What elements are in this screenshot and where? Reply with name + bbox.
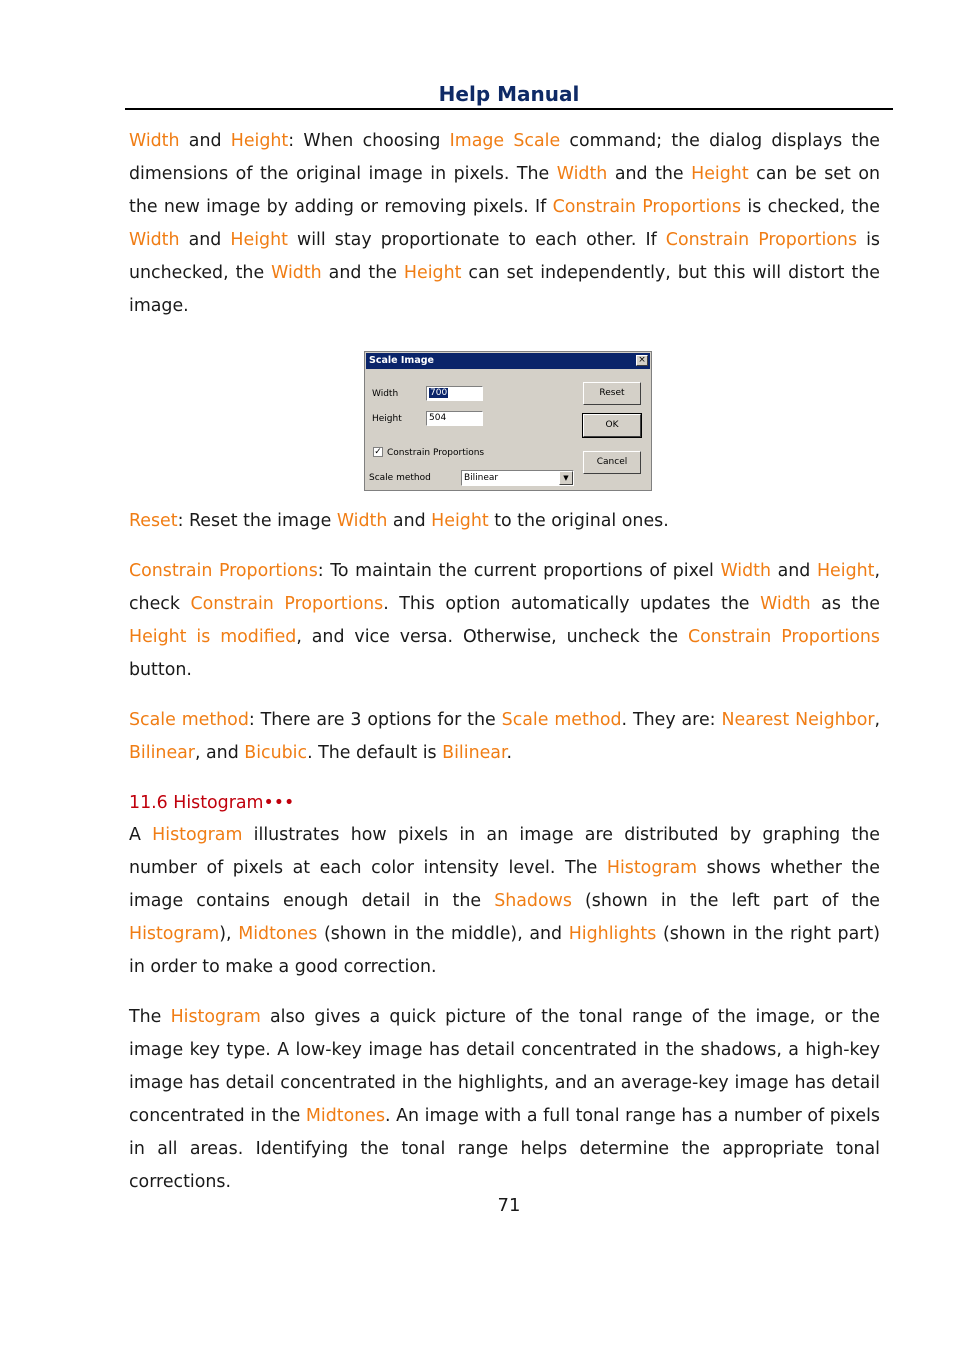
header-title: Help Manual — [438, 82, 580, 106]
width-value: 700 — [430, 388, 448, 398]
constrain-proportions-label: Constrain Proportions — [387, 448, 485, 458]
chevron-down-icon[interactable]: ▼ — [559, 471, 573, 485]
cancel-button[interactable]: Cancel — [583, 451, 641, 474]
width-label: Width — [372, 389, 399, 399]
height-value: 504 — [429, 413, 447, 423]
header-rule — [125, 108, 893, 110]
paragraph-histogram-tonal-range: The Histogram also gives a quick picture of the tonal range of the image, or the image key type. A low-key image has detail concentrated in the shadows, a high-key image has detail concentrated in the highlights, and an average-key image has detail concentrated in the Midtones. An image with a full tonal range has a number of pixels in all areas. Identifying the tonal range helps determine the appropriate tonal corrections. — [129, 1007, 880, 1193]
scale-image-dialog — [364, 351, 652, 491]
reset-button[interactable]: Reset — [583, 382, 641, 405]
ok-button[interactable]: OK — [583, 414, 641, 437]
scale-method-select[interactable] — [461, 470, 574, 486]
height-field[interactable] — [426, 411, 483, 426]
close-icon[interactable]: × — [636, 355, 648, 366]
width-field[interactable] — [426, 386, 483, 401]
paragraph-constrain-proportions: Constrain Proportions: To maintain the current proportions of pixel Width and Height, check Constrain Proportions. This option automatically updates the Width as the Height is modified, and vice versa. Otherwise, uncheck the Constrain Proportions button. — [129, 561, 880, 681]
height-label: Height — [372, 414, 402, 424]
paragraph-histogram-intro: A Histogram illustrates how pixels in an image are distributed by graphing the number of pixels at each color intensity level. The Histogram shows whether the image contains enough detail in the Shadows (shown in the left part of the Histogram), Midtones (shown in the middle), and Highlights (shown in the right part) in order to make a good correction. — [129, 825, 881, 978]
paragraph-width-height: Width and Height: When choosing Image Scale command; the dialog displays the dimensions of the original image in pixels. The Width and the Height can be set on the new image by adding or removing pixels. If Constrain Proportions is checked, the Width and Height will stay proportionate to each other. If Constrain Proportions is unchecked, the Width and the Height can set independently, but this will distort the image. — [129, 131, 881, 317]
paragraph-scale-method: Scale method: There are 3 options for the Scale method. They are: Nearest Neighbor, Bilinear, and Bicubic. The default is Bilinear. — [129, 710, 881, 764]
scale-method-label: Scale method — [369, 473, 431, 483]
section-title-histogram: 11.6 Histogram••• — [129, 793, 295, 813]
constrain-proportions-checkbox[interactable]: ✓ — [374, 447, 382, 457]
paragraph-reset: Reset: Reset the image Width and Height to the original ones. — [129, 511, 669, 531]
page-number: 71 — [497, 1195, 521, 1216]
dialog-titlebar — [366, 353, 650, 369]
scale-method-value: Bilinear — [464, 473, 499, 483]
dialog-title: Scale Image — [369, 355, 434, 366]
